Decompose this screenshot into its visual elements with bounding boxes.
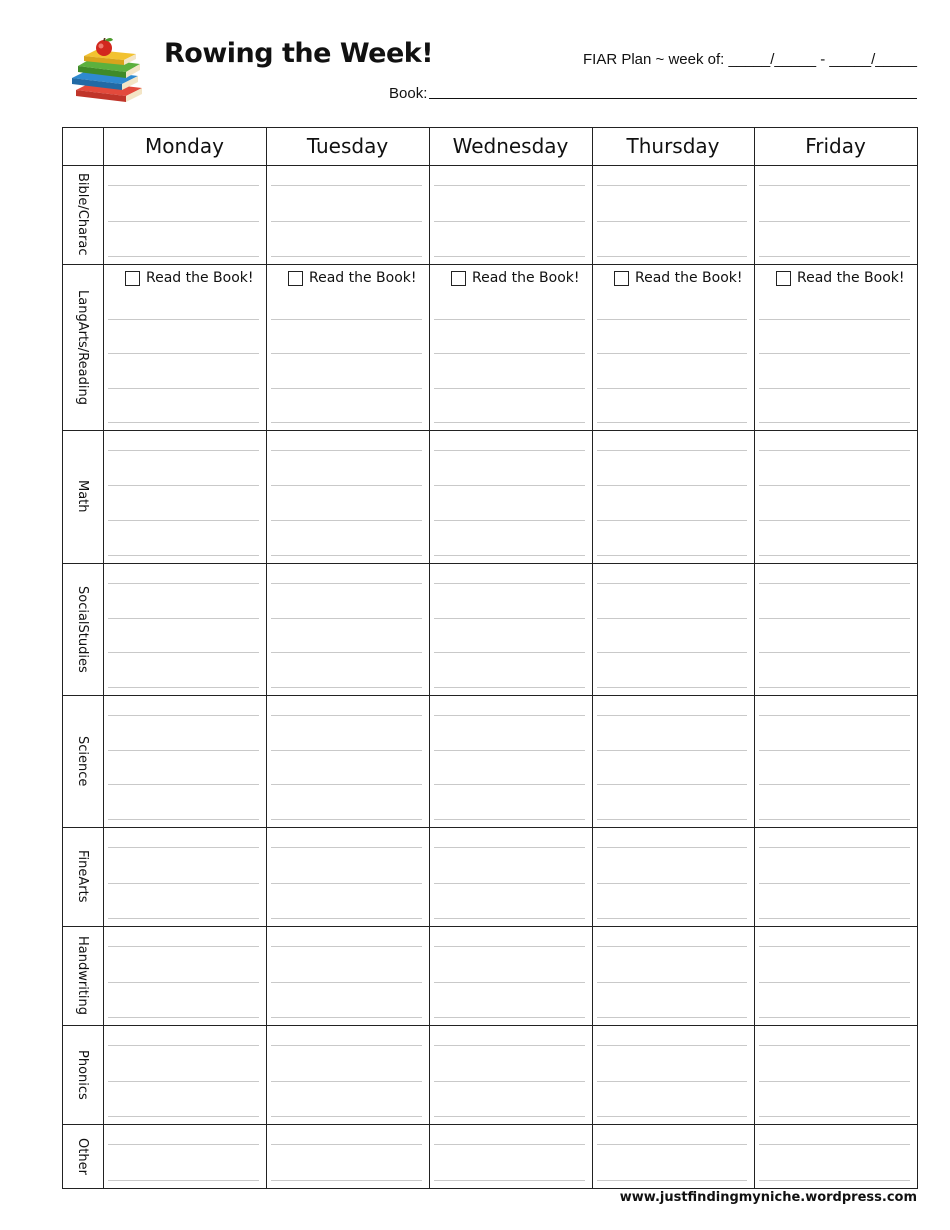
writing-line[interactable]	[759, 883, 910, 884]
writing-line[interactable]	[759, 1144, 910, 1145]
writing-line[interactable]	[759, 1180, 910, 1181]
writing-line[interactable]	[434, 221, 585, 222]
grid-vertical-line	[266, 127, 267, 1189]
writing-line[interactable]	[108, 520, 259, 521]
writing-line[interactable]	[759, 715, 910, 716]
writing-line[interactable]	[108, 1017, 259, 1018]
checkbox-icon[interactable]	[125, 271, 140, 286]
writing-line[interactable]	[108, 221, 259, 222]
writing-line[interactable]	[759, 784, 910, 785]
grid-horizontal-line	[62, 264, 918, 265]
subject-label-row	[62, 430, 103, 563]
writing-line[interactable]	[434, 715, 585, 716]
writing-line[interactable]	[434, 652, 585, 653]
writing-line[interactable]	[108, 256, 259, 257]
grid-vertical-line	[103, 127, 104, 1189]
grid-vertical-line	[592, 127, 593, 1189]
subject-label: Handwriting	[75, 935, 90, 1016]
writing-line[interactable]	[597, 555, 747, 556]
writing-line[interactable]	[271, 221, 422, 222]
writing-line[interactable]	[108, 883, 259, 884]
writing-line[interactable]	[271, 1180, 422, 1181]
writing-line[interactable]	[271, 982, 422, 983]
writing-line[interactable]	[108, 1144, 259, 1145]
subject-label-row	[62, 1124, 103, 1188]
writing-line[interactable]	[759, 422, 910, 423]
grid-horizontal-line	[62, 827, 918, 828]
read-the-book-label: Read the Book!	[309, 270, 417, 286]
writing-line[interactable]	[271, 883, 422, 884]
writing-line[interactable]	[434, 319, 585, 320]
writing-line[interactable]	[434, 1116, 585, 1117]
writing-line[interactable]	[597, 918, 747, 919]
writing-line[interactable]	[434, 750, 585, 751]
books-with-apple-icon	[66, 38, 148, 106]
writing-line[interactable]	[434, 982, 585, 983]
writing-line[interactable]	[597, 819, 747, 820]
writing-line[interactable]	[434, 1180, 585, 1181]
writing-line[interactable]	[759, 618, 910, 619]
writing-line[interactable]	[108, 652, 259, 653]
grid-horizontal-line	[62, 563, 918, 564]
grid-horizontal-line	[62, 430, 918, 431]
writing-line[interactable]	[759, 388, 910, 389]
subject-label: Bible/Charac	[75, 173, 90, 256]
writing-line[interactable]	[271, 1045, 422, 1046]
writing-line[interactable]	[271, 847, 422, 848]
read-the-book-checkbox[interactable]	[125, 270, 254, 286]
writing-line[interactable]	[108, 583, 259, 584]
writing-line[interactable]	[597, 485, 747, 486]
writing-line[interactable]	[271, 520, 422, 521]
writing-line[interactable]	[108, 485, 259, 486]
writing-line[interactable]	[108, 982, 259, 983]
subject-label: Other	[75, 1137, 90, 1175]
checkbox-icon[interactable]	[776, 271, 791, 286]
day-header-wednesday: Wednesday	[452, 134, 569, 158]
writing-line[interactable]	[597, 1081, 747, 1082]
book-write-line[interactable]	[429, 98, 917, 99]
read-the-book-checkbox[interactable]	[614, 270, 743, 286]
grid-horizontal-line	[62, 1025, 918, 1026]
writing-line[interactable]	[759, 1116, 910, 1117]
writing-line[interactable]	[597, 520, 747, 521]
writing-line[interactable]	[271, 652, 422, 653]
writing-line[interactable]	[597, 982, 747, 983]
day-header-monday: Monday	[145, 134, 224, 158]
checkbox-icon[interactable]	[614, 271, 629, 286]
writing-line[interactable]	[434, 819, 585, 820]
grid-vertical-line	[917, 127, 918, 1189]
writing-line[interactable]	[759, 221, 910, 222]
subject-label: FineArts	[75, 850, 90, 903]
subject-label-row	[62, 695, 103, 827]
writing-line[interactable]	[271, 750, 422, 751]
writing-line[interactable]	[597, 883, 747, 884]
writing-line[interactable]	[434, 485, 585, 486]
writing-line[interactable]	[597, 946, 747, 947]
day-header-thursday: Thursday	[626, 134, 720, 158]
grid-horizontal-line	[62, 165, 918, 166]
writing-line[interactable]	[434, 946, 585, 947]
writing-line[interactable]	[271, 256, 422, 257]
writing-line[interactable]	[271, 1017, 422, 1018]
website-footer: www.justfindingmyniche.wordpress.com	[619, 1190, 917, 1205]
writing-line[interactable]	[759, 353, 910, 354]
read-the-book-checkbox[interactable]	[451, 270, 580, 286]
writing-line[interactable]	[597, 353, 747, 354]
writing-line[interactable]	[271, 687, 422, 688]
writing-line[interactable]	[108, 185, 259, 186]
writing-line[interactable]	[597, 1116, 747, 1117]
writing-line[interactable]	[434, 1045, 585, 1046]
subject-label-row	[62, 165, 103, 264]
writing-line[interactable]	[108, 819, 259, 820]
writing-line[interactable]	[759, 256, 910, 257]
writing-line[interactable]	[434, 450, 585, 451]
book-label: Book:	[389, 85, 428, 102]
writing-line[interactable]	[271, 819, 422, 820]
writing-line[interactable]	[108, 1116, 259, 1117]
writing-line[interactable]	[434, 618, 585, 619]
writing-line[interactable]	[759, 1017, 910, 1018]
writing-line[interactable]	[434, 353, 585, 354]
writing-line[interactable]	[271, 1081, 422, 1082]
grid-vertical-line	[754, 127, 755, 1189]
writing-line[interactable]	[759, 583, 910, 584]
writing-line[interactable]	[434, 687, 585, 688]
writing-line[interactable]	[271, 918, 422, 919]
writing-line[interactable]	[108, 918, 259, 919]
page-title: Rowing the Week!	[164, 38, 434, 69]
writing-line[interactable]	[759, 982, 910, 983]
writing-line[interactable]	[271, 1116, 422, 1117]
subject-label: Science	[75, 735, 90, 787]
writing-line[interactable]	[759, 652, 910, 653]
writing-line[interactable]	[108, 555, 259, 556]
writing-line[interactable]	[597, 583, 747, 584]
read-the-book-label: Read the Book!	[146, 270, 254, 286]
day-header-friday: Friday	[805, 134, 866, 158]
writing-line[interactable]	[597, 1180, 747, 1181]
writing-line[interactable]	[597, 185, 747, 186]
writing-line[interactable]	[597, 1045, 747, 1046]
writing-line[interactable]	[759, 819, 910, 820]
writing-line[interactable]	[597, 1017, 747, 1018]
writing-line[interactable]	[434, 256, 585, 257]
writing-line[interactable]	[108, 388, 259, 389]
writing-line[interactable]	[108, 618, 259, 619]
writing-line[interactable]	[271, 353, 422, 354]
writing-line[interactable]	[271, 618, 422, 619]
writing-line[interactable]	[434, 784, 585, 785]
writing-line[interactable]	[434, 1144, 585, 1145]
writing-line[interactable]	[434, 847, 585, 848]
writing-line[interactable]	[434, 883, 585, 884]
grid-horizontal-line	[62, 1124, 918, 1125]
writing-line[interactable]	[434, 185, 585, 186]
writing-line[interactable]	[597, 256, 747, 257]
subject-label-row	[62, 926, 103, 1025]
writing-line[interactable]	[271, 715, 422, 716]
writing-line[interactable]	[108, 422, 259, 423]
writing-line[interactable]	[108, 1045, 259, 1046]
subject-label-row	[62, 264, 103, 430]
subject-label-row	[62, 827, 103, 926]
writing-line[interactable]	[108, 946, 259, 947]
writing-line[interactable]	[759, 687, 910, 688]
writing-line[interactable]	[271, 388, 422, 389]
checkbox-icon[interactable]	[451, 271, 466, 286]
writing-line[interactable]	[434, 422, 585, 423]
writing-line[interactable]	[597, 319, 747, 320]
subject-label: Math	[75, 480, 90, 513]
subject-label: Phonics	[75, 1049, 90, 1100]
writing-line[interactable]	[434, 918, 585, 919]
writing-line[interactable]	[271, 784, 422, 785]
writing-line[interactable]	[759, 750, 910, 751]
writing-line[interactable]	[597, 450, 747, 451]
writing-line[interactable]	[271, 422, 422, 423]
writing-line[interactable]	[271, 583, 422, 584]
writing-line[interactable]	[759, 319, 910, 320]
subject-label-row	[62, 1025, 103, 1124]
writing-line[interactable]	[271, 450, 422, 451]
writing-line[interactable]	[108, 353, 259, 354]
writing-line[interactable]	[597, 221, 747, 222]
writing-line[interactable]	[759, 450, 910, 451]
read-the-book-label: Read the Book!	[635, 270, 743, 286]
writing-line[interactable]	[597, 618, 747, 619]
writing-line[interactable]	[597, 847, 747, 848]
week-of-field[interactable]: FIAR Plan ~ week of: _____/_____ - _____/_____	[583, 51, 917, 68]
read-the-book-label: Read the Book!	[797, 270, 905, 286]
writing-line[interactable]	[108, 847, 259, 848]
subject-label: LangArts/Reading	[75, 289, 90, 405]
checkbox-icon[interactable]	[288, 271, 303, 286]
writing-line[interactable]	[759, 485, 910, 486]
read-the-book-label: Read the Book!	[472, 270, 580, 286]
book-field[interactable]	[389, 80, 917, 102]
writing-line[interactable]	[759, 847, 910, 848]
writing-line[interactable]	[759, 1081, 910, 1082]
writing-line[interactable]	[434, 1017, 585, 1018]
writing-line[interactable]	[434, 520, 585, 521]
writing-line[interactable]	[597, 1144, 747, 1145]
writing-line[interactable]	[597, 715, 747, 716]
writing-line[interactable]	[597, 750, 747, 751]
grid-horizontal-line	[62, 926, 918, 927]
day-header-tuesday: Tuesday	[306, 134, 389, 158]
writing-line[interactable]	[759, 1045, 910, 1046]
subject-label-row	[62, 563, 103, 695]
weekly-planner-grid	[62, 127, 918, 1189]
writing-line[interactable]	[108, 1180, 259, 1181]
writing-line[interactable]	[597, 652, 747, 653]
grid-vertical-line	[429, 127, 430, 1189]
grid-horizontal-line	[62, 1188, 918, 1189]
writing-line[interactable]	[759, 946, 910, 947]
writing-line[interactable]	[271, 319, 422, 320]
writing-line[interactable]	[271, 185, 422, 186]
writing-line[interactable]	[271, 555, 422, 556]
writing-line[interactable]	[759, 555, 910, 556]
writing-line[interactable]	[434, 1081, 585, 1082]
writing-line[interactable]	[759, 185, 910, 186]
writing-line[interactable]	[108, 715, 259, 716]
writing-line[interactable]	[108, 687, 259, 688]
writing-line[interactable]	[597, 784, 747, 785]
writing-line[interactable]	[759, 918, 910, 919]
writing-line[interactable]	[108, 784, 259, 785]
writing-line[interactable]	[271, 485, 422, 486]
writing-line[interactable]	[597, 687, 747, 688]
writing-line[interactable]	[271, 946, 422, 947]
writing-line[interactable]	[108, 1081, 259, 1082]
subject-label: SocialStudies	[75, 585, 90, 673]
writing-line[interactable]	[434, 583, 585, 584]
writing-line[interactable]	[108, 319, 259, 320]
read-the-book-checkbox[interactable]	[288, 270, 417, 286]
writing-line[interactable]	[108, 750, 259, 751]
writing-line[interactable]	[434, 388, 585, 389]
writing-line[interactable]	[597, 422, 747, 423]
read-the-book-checkbox[interactable]	[776, 270, 905, 286]
writing-line[interactable]	[271, 1144, 422, 1145]
grid-horizontal-line	[62, 695, 918, 696]
writing-line[interactable]	[759, 520, 910, 521]
writing-line[interactable]	[597, 388, 747, 389]
writing-line[interactable]	[434, 555, 585, 556]
writing-line[interactable]	[108, 450, 259, 451]
